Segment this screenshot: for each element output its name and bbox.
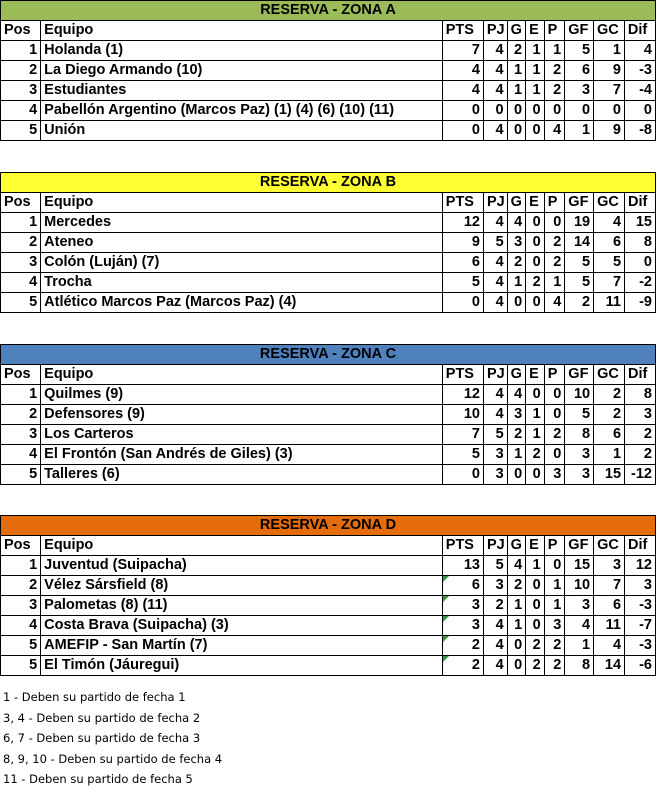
stat-cell: 1	[507, 273, 526, 293]
team-name: Pabellón Argentino (Marcos Paz) (1) (4) (6) (10) (11)	[41, 101, 443, 121]
column-header: PJ	[483, 365, 507, 385]
column-header: PJ	[483, 193, 507, 213]
stat-cell: 2	[507, 41, 526, 61]
column-header: Equipo	[41, 365, 443, 385]
stat-cell: 4	[507, 213, 526, 233]
footnote: 11 - Deben su partido de fecha 5	[3, 772, 193, 786]
stat-cell: 0	[565, 101, 594, 121]
table-row	[1, 576, 656, 596]
stat-cell: 4	[483, 41, 507, 61]
stat-cell: 0	[594, 101, 625, 121]
stat-cell: 4	[565, 616, 594, 636]
column-header: GF	[565, 536, 594, 556]
column-header: Dif	[624, 21, 655, 41]
team-name: Palometas (8) (11)	[41, 596, 443, 616]
stat-cell: 0	[507, 636, 526, 656]
stat-cell: 0	[526, 596, 545, 616]
stat-cell: 7	[594, 81, 625, 101]
stat-cell: 5	[483, 425, 507, 445]
stat-cell: -4	[624, 81, 655, 101]
stat-cell: -3	[624, 61, 655, 81]
stat-cell: 5	[565, 41, 594, 61]
standings-table	[0, 0, 656, 141]
table-row	[1, 616, 656, 636]
table-row	[1, 213, 656, 233]
table-row	[1, 41, 656, 61]
stat-cell: 2	[544, 425, 565, 445]
stat-cell: 1	[594, 41, 625, 61]
stat-cell: 2	[544, 81, 565, 101]
footnote: 1 - Deben su partido de fecha 1	[3, 690, 186, 704]
stat-cell: 0	[526, 233, 545, 253]
stat-cell: 0	[526, 385, 545, 405]
column-header: Pos	[1, 365, 41, 385]
team-name: Atlético Marcos Paz (Marcos Paz) (4)	[41, 293, 443, 313]
table-row	[1, 385, 656, 405]
stat-cell: 6	[565, 61, 594, 81]
team-name: Quilmes (9)	[41, 385, 443, 405]
team-name: Costa Brava (Suipacha) (3)	[41, 616, 443, 636]
stat-cell: 12	[442, 385, 483, 405]
stat-cell: 4	[544, 293, 565, 313]
stat-cell: 9	[594, 61, 625, 81]
stat-cell: 2	[544, 61, 565, 81]
column-header: E	[526, 365, 545, 385]
column-header: G	[507, 365, 526, 385]
stat-cell: 1	[544, 41, 565, 61]
stat-cell: 0	[526, 293, 545, 313]
stat-cell: 2	[544, 233, 565, 253]
stat-cell: 5	[565, 405, 594, 425]
stat-cell: 0	[544, 385, 565, 405]
header-row	[1, 21, 656, 41]
stat-cell: 5	[594, 253, 625, 273]
stat-cell: 2	[526, 273, 545, 293]
stat-cell: 2	[442, 636, 483, 656]
stat-cell: 1	[526, 556, 545, 576]
team-name: Colón (Luján) (7)	[41, 253, 443, 273]
team-name: Defensores (9)	[41, 405, 443, 425]
header-row	[1, 193, 656, 213]
stat-cell: 11	[594, 616, 625, 636]
stat-cell: 4	[442, 81, 483, 101]
stat-cell: 0	[544, 213, 565, 233]
table-row	[1, 596, 656, 616]
stat-cell: 0	[544, 556, 565, 576]
stat-cell: 6	[594, 596, 625, 616]
column-header: PTS	[442, 21, 483, 41]
position-cell: 4	[1, 616, 41, 636]
stat-cell: 10	[565, 385, 594, 405]
stat-cell: 1	[544, 273, 565, 293]
column-header: PTS	[442, 536, 483, 556]
stat-cell: 12	[442, 213, 483, 233]
position-cell: 5	[1, 656, 41, 676]
team-name: Juventud (Suipacha)	[41, 556, 443, 576]
table-row	[1, 636, 656, 656]
footnote: 6, 7 - Deben su partido de fecha 3	[3, 731, 201, 745]
stat-cell: 10	[565, 576, 594, 596]
stat-cell: 8	[565, 425, 594, 445]
stat-cell: 2	[544, 656, 565, 676]
stat-cell: 1	[565, 636, 594, 656]
stat-cell: 0	[526, 465, 545, 485]
stat-cell: -6	[625, 656, 656, 676]
stat-cell: 0	[442, 101, 483, 121]
stat-cell: 1	[526, 81, 545, 101]
standings-table	[0, 344, 656, 485]
column-header: P	[544, 193, 565, 213]
position-cell: 5	[1, 121, 41, 141]
column-header: Dif	[625, 536, 656, 556]
table-row	[1, 233, 656, 253]
column-header: Pos	[1, 193, 41, 213]
column-header: Dif	[625, 365, 656, 385]
stat-cell: 3	[483, 465, 507, 485]
stat-cell: 6	[594, 425, 625, 445]
stat-cell: 5	[442, 445, 483, 465]
column-header: GF	[565, 365, 594, 385]
stat-cell: 2	[526, 656, 545, 676]
stat-cell: 2	[625, 445, 656, 465]
stat-cell: 13	[442, 556, 483, 576]
position-cell: 3	[1, 253, 41, 273]
stat-cell: -9	[625, 293, 656, 313]
stat-cell: 3	[507, 233, 526, 253]
position-cell: 4	[1, 445, 41, 465]
position-cell: 1	[1, 385, 41, 405]
stat-cell: 3	[544, 616, 565, 636]
stat-cell: 6	[594, 233, 625, 253]
stat-cell: 14	[565, 233, 594, 253]
stat-cell: 2	[594, 405, 625, 425]
stat-cell: -3	[625, 636, 656, 656]
stat-cell: 0	[507, 293, 526, 313]
footnotes	[3, 687, 222, 790]
stat-cell: 0	[526, 121, 545, 141]
column-header: Equipo	[41, 536, 443, 556]
stat-cell: 0	[526, 616, 545, 636]
table-row	[1, 253, 656, 273]
stat-cell: 0	[526, 213, 545, 233]
position-cell: 4	[1, 101, 41, 121]
position-cell: 2	[1, 405, 41, 425]
table-row	[1, 405, 656, 425]
position-cell: 5	[1, 465, 41, 485]
stat-cell: -7	[625, 616, 656, 636]
stat-cell: 1	[507, 596, 526, 616]
stat-cell: -12	[625, 465, 656, 485]
stat-cell: 4	[483, 253, 507, 273]
stat-cell: 3	[442, 596, 483, 616]
stat-cell: 11	[594, 293, 625, 313]
position-cell: 4	[1, 273, 41, 293]
stat-cell: 0	[526, 101, 545, 121]
column-header: GF	[565, 21, 594, 41]
stat-cell: 2	[507, 425, 526, 445]
table-row	[1, 121, 656, 141]
zone-b-table	[0, 172, 656, 313]
stat-cell: 3	[483, 576, 507, 596]
stat-cell: 5	[483, 556, 507, 576]
stat-cell: 6	[442, 576, 483, 596]
zone-a-table	[0, 0, 656, 141]
stat-cell: 5	[565, 273, 594, 293]
stat-cell: 1	[594, 445, 625, 465]
stat-cell: 7	[442, 41, 483, 61]
table-row	[1, 293, 656, 313]
stat-cell: 4	[483, 293, 507, 313]
position-cell: 1	[1, 556, 41, 576]
zone-title: RESERVA - ZONA C	[1, 345, 656, 365]
zone-title: RESERVA - ZONA D	[1, 516, 656, 536]
column-header: G	[507, 193, 526, 213]
stat-cell: 8	[625, 233, 656, 253]
stat-cell: 2	[594, 385, 625, 405]
column-header: Dif	[625, 193, 656, 213]
column-header: E	[526, 193, 545, 213]
header-row	[1, 365, 656, 385]
stat-cell: 5	[442, 273, 483, 293]
stat-cell: 9	[594, 121, 625, 141]
stat-cell: 2	[507, 576, 526, 596]
stat-cell: 4	[594, 213, 625, 233]
stat-cell: 3	[565, 465, 594, 485]
stat-cell: 3	[442, 616, 483, 636]
column-header: GC	[594, 21, 625, 41]
stat-cell: 1	[507, 445, 526, 465]
column-header: GC	[594, 536, 625, 556]
stat-cell: 8	[625, 385, 656, 405]
stat-cell: 2	[526, 445, 545, 465]
stat-cell: 15	[594, 465, 625, 485]
column-header: P	[544, 365, 565, 385]
stat-cell: 2	[565, 293, 594, 313]
stat-cell: 0	[526, 576, 545, 596]
stat-cell: 7	[594, 273, 625, 293]
column-header: E	[526, 536, 545, 556]
zone-d-table	[0, 515, 656, 676]
stat-cell: 8	[565, 656, 594, 676]
column-header: PJ	[483, 21, 507, 41]
stat-cell: 4	[483, 616, 507, 636]
stat-cell: 7	[594, 576, 625, 596]
table-row	[1, 556, 656, 576]
stat-cell: 4	[544, 121, 565, 141]
footnote: 8, 9, 10 - Deben su partido de fecha 4	[3, 751, 223, 766]
stat-cell: 0	[442, 293, 483, 313]
stat-cell: 0	[507, 656, 526, 676]
team-name: La Diego Armando (10)	[41, 61, 443, 81]
team-name: Mercedes	[41, 213, 443, 233]
team-name: El Timón (Jáuregui)	[41, 656, 443, 676]
stat-cell: 0	[483, 101, 507, 121]
team-name: AMEFIP - San Martín (7)	[41, 636, 443, 656]
stat-cell: 6	[442, 253, 483, 273]
column-header: G	[507, 536, 526, 556]
stat-cell: -3	[625, 596, 656, 616]
stat-cell: 1	[526, 425, 545, 445]
footnote: 3, 4 - Deben su partido de fecha 2	[3, 710, 201, 725]
stat-cell: 0	[442, 121, 483, 141]
position-cell: 5	[1, 293, 41, 313]
stat-cell: 1	[507, 616, 526, 636]
team-name: Ateneo	[41, 233, 443, 253]
team-name: Holanda (1)	[41, 41, 443, 61]
stat-cell: 4	[507, 556, 526, 576]
stat-cell: 2	[483, 596, 507, 616]
stat-cell: 2	[544, 636, 565, 656]
stat-cell: 4	[483, 656, 507, 676]
stat-cell: 0	[442, 465, 483, 485]
stat-cell: 3	[544, 465, 565, 485]
stat-cell: 3	[565, 81, 594, 101]
stat-cell: 0	[507, 121, 526, 141]
column-header: PJ	[483, 536, 507, 556]
column-header: Equipo	[41, 193, 443, 213]
stat-cell: 4	[442, 61, 483, 81]
stat-cell: -2	[625, 273, 656, 293]
stat-cell: 0	[625, 253, 656, 273]
stat-cell: 4	[483, 273, 507, 293]
stat-cell: 1	[526, 61, 545, 81]
stat-cell: 4	[507, 385, 526, 405]
column-header: GC	[594, 365, 625, 385]
stat-cell: 4	[483, 121, 507, 141]
stat-cell: 9	[442, 233, 483, 253]
stat-cell: 0	[624, 101, 655, 121]
stat-cell: 1	[507, 81, 526, 101]
stat-cell: 3	[565, 596, 594, 616]
stat-cell: 1	[544, 596, 565, 616]
stat-cell: 15	[625, 213, 656, 233]
table-row	[1, 425, 656, 445]
stat-cell: 0	[507, 465, 526, 485]
header-row	[1, 536, 656, 556]
position-cell: 2	[1, 576, 41, 596]
stat-cell: 1	[526, 405, 545, 425]
stat-cell: -8	[624, 121, 655, 141]
stat-cell: 3	[594, 556, 625, 576]
table-row	[1, 81, 656, 101]
column-header: P	[544, 536, 565, 556]
stat-cell: 3	[625, 405, 656, 425]
zone-c-table	[0, 344, 656, 485]
column-header: GF	[565, 193, 594, 213]
team-name: Vélez Sársfield (8)	[41, 576, 443, 596]
table-row	[1, 445, 656, 465]
table-row	[1, 656, 656, 676]
column-header: PTS	[442, 193, 483, 213]
position-cell: 5	[1, 636, 41, 656]
zone-title: RESERVA - ZONA A	[1, 1, 656, 21]
team-name: Unión	[41, 121, 443, 141]
column-header: P	[544, 21, 565, 41]
team-name: Los Carteros	[41, 425, 443, 445]
position-cell: 3	[1, 425, 41, 445]
stat-cell: 7	[442, 425, 483, 445]
stat-cell: 0	[526, 253, 545, 273]
stat-cell: 2	[544, 253, 565, 273]
stat-cell: 2	[625, 425, 656, 445]
stat-cell: 0	[544, 101, 565, 121]
stat-cell: 2	[526, 636, 545, 656]
stat-cell: 4	[483, 385, 507, 405]
stat-cell: 14	[594, 656, 625, 676]
stat-cell: 3	[625, 576, 656, 596]
stat-cell: 1	[565, 121, 594, 141]
column-header: E	[526, 21, 545, 41]
stat-cell: 1	[544, 576, 565, 596]
stat-cell: 19	[565, 213, 594, 233]
position-cell: 1	[1, 213, 41, 233]
column-header: Pos	[1, 536, 41, 556]
stat-cell: 3	[483, 445, 507, 465]
position-cell: 1	[1, 41, 41, 61]
stat-cell: 5	[483, 233, 507, 253]
stat-cell: 3	[565, 445, 594, 465]
position-cell: 3	[1, 596, 41, 616]
team-name: El Frontón (San Andrés de Giles) (3)	[41, 445, 443, 465]
stat-cell: 1	[526, 41, 545, 61]
stat-cell: 2	[442, 656, 483, 676]
stat-cell: 10	[442, 405, 483, 425]
stat-cell: 4	[594, 636, 625, 656]
standings-table	[0, 172, 656, 313]
column-header: G	[507, 21, 526, 41]
stat-cell: 5	[565, 253, 594, 273]
zone-title: RESERVA - ZONA B	[1, 173, 656, 193]
position-cell: 2	[1, 61, 41, 81]
stat-cell: 2	[507, 253, 526, 273]
stat-cell: 4	[483, 405, 507, 425]
standings-table	[0, 515, 656, 676]
table-row	[1, 101, 656, 121]
stat-cell: 0	[544, 405, 565, 425]
team-name: Trocha	[41, 273, 443, 293]
column-header: Pos	[1, 21, 41, 41]
table-row	[1, 61, 656, 81]
stat-cell: 4	[483, 213, 507, 233]
position-cell: 2	[1, 233, 41, 253]
team-name: Talleres (6)	[41, 465, 443, 485]
stat-cell: 1	[507, 61, 526, 81]
stat-cell: 0	[507, 101, 526, 121]
stat-cell: 15	[565, 556, 594, 576]
stat-cell: 3	[507, 405, 526, 425]
stat-cell: 4	[483, 636, 507, 656]
stat-cell: 4	[624, 41, 655, 61]
stat-cell: 12	[625, 556, 656, 576]
table-row	[1, 273, 656, 293]
column-header: GC	[594, 193, 625, 213]
stat-cell: 4	[483, 61, 507, 81]
team-name: Estudiantes	[41, 81, 443, 101]
column-header: Equipo	[41, 21, 443, 41]
table-row	[1, 465, 656, 485]
column-header: PTS	[442, 365, 483, 385]
stat-cell: 0	[544, 445, 565, 465]
position-cell: 3	[1, 81, 41, 101]
stat-cell: 4	[483, 81, 507, 101]
